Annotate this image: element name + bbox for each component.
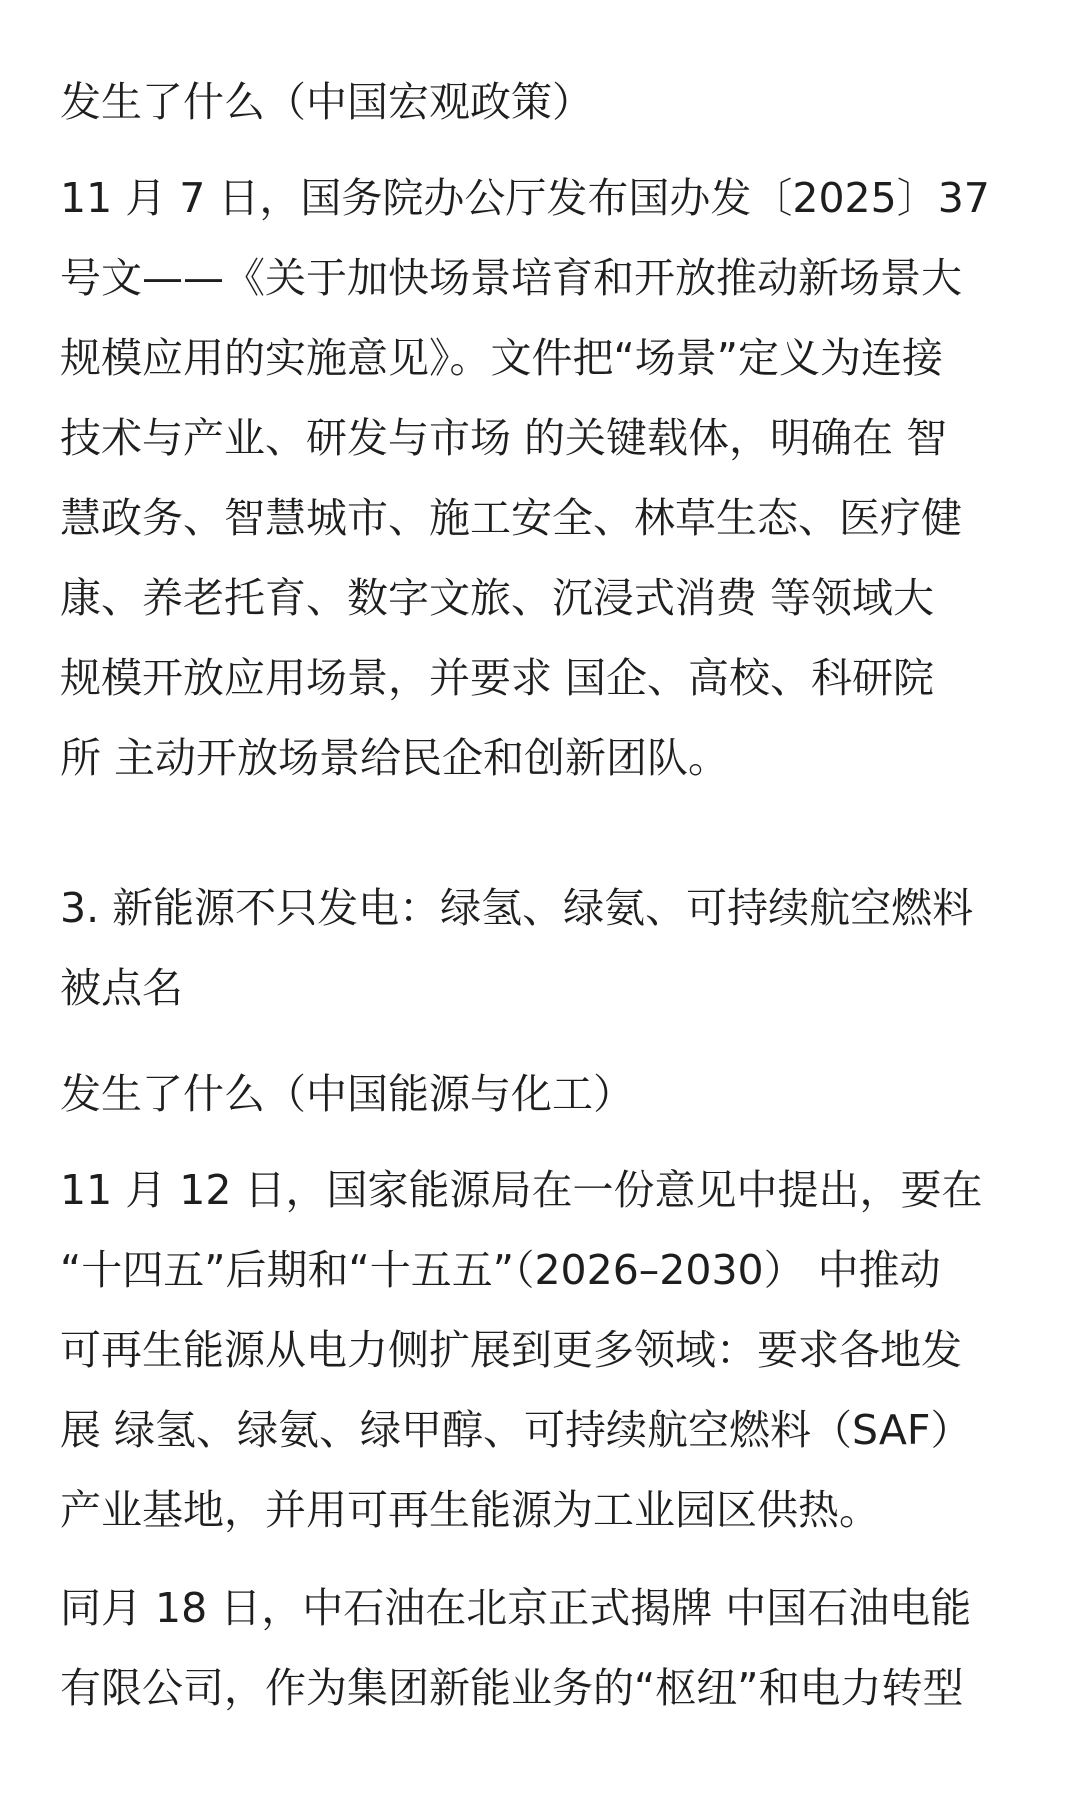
paragraph-line: 规模应用的实施意见》。文件把“场景”定义为连接 — [60, 334, 943, 382]
section-title-line: 3. 新能源不只发电：绿氢、绿氨、可持续航空燃料 — [60, 884, 974, 932]
paragraph-line: 有限公司，作为集团新能业务的“枢纽”和电力转型 — [60, 1664, 964, 1712]
paragraph-line: 产业基地，并用可再生能源为工业园区供热。 — [60, 1486, 880, 1534]
paragraph-line: 同月 18 日，中石油在北京正式揭牌 中国石油电能 — [60, 1584, 972, 1632]
paragraph-line: 慧政务、智慧城市、施工安全、林草生态、医疗健 — [60, 494, 962, 542]
paragraph-line: 11 月 12 日，国家能源局在一份意见中提出，要在 — [60, 1166, 983, 1214]
paragraph-nea-opinion — [60, 1150, 1020, 1550]
heading-energy-chemical — [60, 1054, 1020, 1134]
section-title-line: 被点名 — [60, 964, 183, 1012]
paragraph-line: 康、养老托育、数字文旅、沉浸式消费 等领域大 — [60, 574, 935, 622]
paragraph-state-council-notice — [60, 158, 1020, 798]
paragraph-line: 可再生能源从电力侧扩展到更多领域：要求各地发 — [60, 1326, 962, 1374]
heading-macro-policy — [60, 62, 1020, 142]
heading-line: 发生了什么（中国能源与化工） — [60, 1070, 634, 1118]
paragraph-line: 11 月 7 日，国务院办公厅发布国办发〔2025〕37 — [60, 174, 990, 222]
paragraph-line: 技术与产业、研发与市场 的关键载体，明确在 智 — [60, 414, 948, 462]
paragraph-line: 号文——《关于加快场景培育和开放推动新场景大 — [60, 254, 962, 302]
section-3-title — [60, 868, 1020, 1028]
paragraph-line: 规模开放应用场景，并要求 国企、高校、科研院 — [60, 654, 935, 702]
paragraph-line: 展 绿氢、绿氨、绿甲醇、可持续航空燃料（SAF） — [60, 1406, 972, 1454]
paragraph-petrochina-power — [60, 1568, 1020, 1728]
paragraph-line: 所 主动开放场景给民企和创新团队。 — [60, 734, 730, 782]
paragraph-line: “十四五”后期和“十五五”（2026–2030） 中推动 — [60, 1246, 941, 1294]
heading-line: 发生了什么（中国宏观政策） — [60, 78, 593, 126]
